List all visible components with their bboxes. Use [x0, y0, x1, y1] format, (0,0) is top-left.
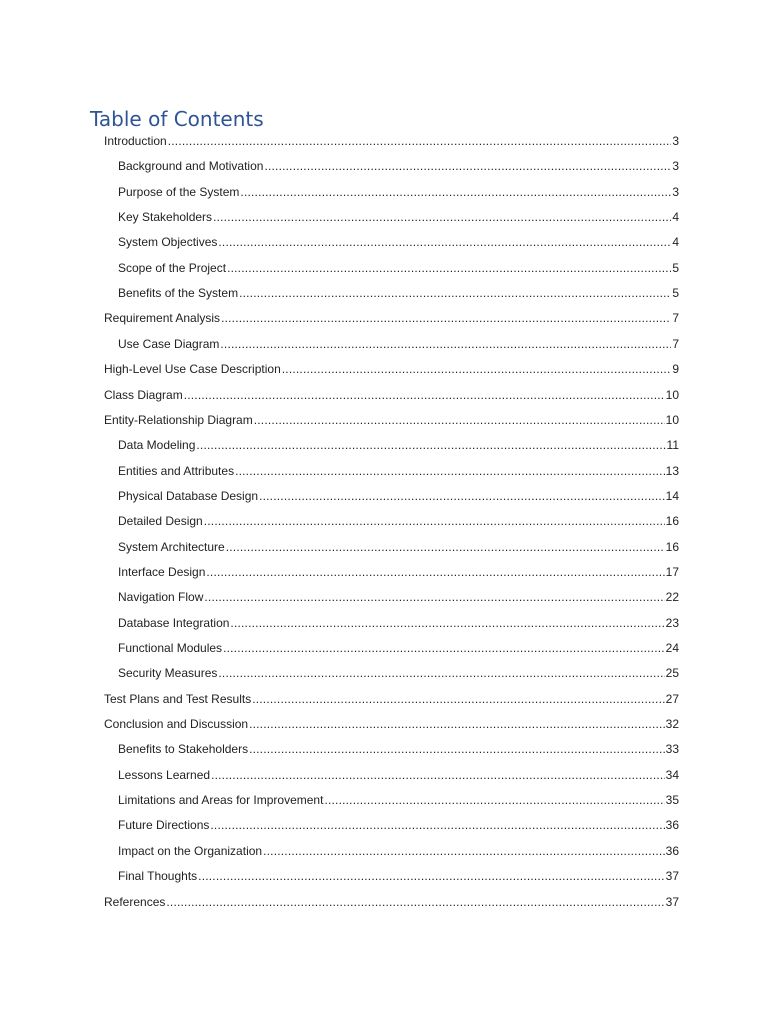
toc-dot-leader [221, 308, 671, 328]
toc-dot-leader [239, 283, 671, 303]
toc-entry-page-number: 22 [665, 590, 679, 604]
toc-dot-leader [252, 689, 664, 709]
toc-entry-label: Benefits of the System [118, 286, 239, 300]
toc-entry-page-number: 5 [672, 286, 679, 300]
toc-entry-page-number: 25 [665, 666, 679, 680]
toc-entry-label: Interface Design [118, 565, 206, 579]
toc-entry[interactable] [118, 815, 679, 835]
toc-entry-label: Functional Modules [118, 641, 223, 655]
toc-entry[interactable] [118, 587, 679, 607]
toc-entry-page-number: 10 [665, 413, 679, 427]
toc-entry-label: Use Case Diagram [118, 337, 220, 351]
toc-entry-page-number: 27 [665, 692, 679, 706]
toc-entry[interactable] [118, 638, 679, 658]
toc-entry[interactable] [118, 156, 679, 176]
toc-entry-label: Introduction [104, 134, 167, 148]
toc-entry-page-number: 5 [672, 261, 679, 275]
toc-entry[interactable] [118, 613, 679, 633]
toc-dot-leader [223, 638, 665, 658]
toc-dot-leader [235, 461, 665, 481]
toc-entry-label: References [104, 895, 166, 909]
toc-dot-leader [210, 815, 664, 835]
toc-dot-leader [259, 486, 665, 506]
toc-entry[interactable] [118, 537, 679, 557]
toc-entry-page-number: 3 [672, 134, 679, 148]
toc-entry[interactable] [118, 663, 679, 683]
toc-entry-label: Entity-Relationship Diagram [104, 413, 253, 427]
toc-entry[interactable] [104, 131, 679, 151]
toc-entry-page-number: 37 [665, 869, 679, 883]
toc-entry[interactable] [104, 892, 679, 912]
toc-entry-page-number: 9 [672, 362, 679, 376]
toc-entry-page-number: 7 [672, 337, 679, 351]
toc-dot-leader [249, 714, 665, 734]
toc-entry-page-number: 36 [665, 818, 679, 832]
toc-dot-leader [324, 790, 664, 810]
toc-entry-label: Class Diagram [104, 388, 183, 402]
toc-entry-label: Physical Database Design [118, 489, 259, 503]
toc-dot-leader [230, 613, 664, 633]
toc-entry-page-number: 23 [665, 616, 679, 630]
toc-entry[interactable] [104, 410, 679, 430]
toc-entry-label: System Objectives [118, 235, 218, 249]
toc-entry[interactable] [118, 435, 679, 455]
toc-entry-page-number: 17 [665, 565, 679, 579]
toc-entry-page-number: 34 [665, 768, 679, 782]
toc-entry[interactable] [118, 790, 679, 810]
toc-entry-label: Limitations and Areas for Improvement [118, 793, 324, 807]
toc-entry-page-number: 11 [666, 438, 679, 452]
toc-entry-page-number: 24 [665, 641, 679, 655]
toc-dot-leader [254, 410, 665, 430]
toc-dot-leader [206, 562, 664, 582]
toc-dot-leader [218, 663, 664, 683]
toc-dot-leader [204, 587, 664, 607]
toc-dot-leader [184, 385, 665, 405]
toc-entry-page-number: 36 [665, 844, 679, 858]
toc-dot-leader [263, 841, 665, 861]
toc-entry[interactable] [118, 841, 679, 861]
toc-entry[interactable] [118, 258, 679, 278]
toc-dot-leader [220, 334, 671, 354]
toc-entry-page-number: 35 [665, 793, 679, 807]
toc-entry-label: Test Plans and Test Results [104, 692, 252, 706]
toc-entry-label: Impact on the Organization [118, 844, 263, 858]
toc-entry-label: Key Stakeholders [118, 210, 213, 224]
toc-entry-page-number: 7 [672, 311, 679, 325]
toc-dot-leader [204, 511, 665, 531]
toc-dot-leader [249, 739, 665, 759]
toc-entry[interactable] [118, 461, 679, 481]
toc-dot-leader [196, 435, 665, 455]
toc-entry[interactable] [118, 486, 679, 506]
toc-entry[interactable] [118, 866, 679, 886]
toc-entry-label: Requirement Analysis [104, 311, 221, 325]
toc-dot-leader [168, 131, 672, 151]
toc-entry-label: Navigation Flow [118, 590, 204, 604]
toc-entry-page-number: 14 [665, 489, 679, 503]
toc-entry[interactable] [118, 232, 679, 252]
toc-entry[interactable] [118, 739, 679, 759]
toc-entry[interactable] [118, 511, 679, 531]
toc-dot-leader [211, 765, 665, 785]
toc-entry-label: System Architecture [118, 540, 225, 554]
toc-entry-label: Data Modeling [118, 438, 196, 452]
toc-entry-page-number: 16 [665, 540, 679, 554]
toc-entry-page-number: 33 [665, 742, 679, 756]
toc-title: Table of Contents [90, 107, 264, 131]
toc-entry[interactable] [118, 765, 679, 785]
toc-entry-page-number: 4 [672, 235, 679, 249]
toc-entry-page-number: 4 [672, 210, 679, 224]
toc-entry-page-number: 3 [672, 159, 679, 173]
toc-entry[interactable] [118, 207, 679, 227]
toc-entry-label: Future Directions [118, 818, 210, 832]
toc-entry-label: Conclusion and Discussion [104, 717, 249, 731]
toc-entry-label: Purpose of the System [118, 185, 240, 199]
toc-dot-leader [282, 359, 672, 379]
toc-entry-label: Benefits to Stakeholders [118, 742, 249, 756]
toc-entry-page-number: 13 [665, 464, 679, 478]
toc-entry-label: Entities and Attributes [118, 464, 235, 478]
toc-entry-page-number: 3 [672, 185, 679, 199]
toc-entry[interactable] [118, 283, 679, 303]
toc-entry[interactable] [118, 182, 679, 202]
toc-dot-leader [240, 182, 671, 202]
toc-entry-label: Lessons Learned [118, 768, 211, 782]
toc-entry[interactable] [104, 385, 679, 405]
toc-dot-leader [198, 866, 664, 886]
toc-dot-leader [226, 537, 665, 557]
toc-dot-leader [166, 892, 664, 912]
toc-entry[interactable] [104, 359, 679, 379]
toc-entry-label: Detailed Design [118, 514, 203, 528]
toc-entry-label: Final Thoughts [118, 869, 198, 883]
toc-dot-leader [213, 207, 671, 227]
toc-entry[interactable] [104, 714, 679, 734]
toc-entry-label: Database Integration [118, 616, 230, 630]
toc-entry[interactable] [118, 334, 679, 354]
toc-entry-page-number: 16 [665, 514, 679, 528]
toc-entry-page-number: 37 [665, 895, 679, 909]
toc-dot-leader [227, 258, 671, 278]
toc-entry-label: Scope of the Project [118, 261, 227, 275]
toc-entry-label: Background and Motivation [118, 159, 264, 173]
toc-dot-leader [218, 232, 671, 252]
toc-entry-page-number: 32 [665, 717, 679, 731]
toc-entry[interactable] [118, 562, 679, 582]
toc-entry[interactable] [104, 689, 679, 709]
toc-entry-page-number: 10 [665, 388, 679, 402]
toc-entry-label: High-Level Use Case Description [104, 362, 281, 376]
toc-entry[interactable] [104, 308, 679, 328]
toc-dot-leader [264, 156, 671, 176]
toc-entry-label: Security Measures [118, 666, 218, 680]
